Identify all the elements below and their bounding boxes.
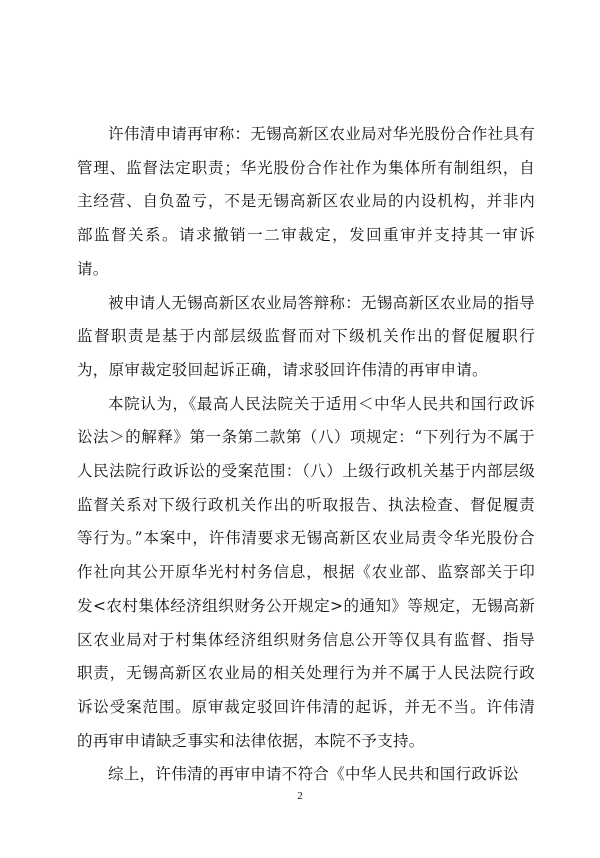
paragraph-conclusion: 综上，许伟清的再审申请不符合《中华人民共和国行政诉讼: [108, 765, 519, 784]
document-body: [77, 118, 535, 792]
paragraph-court-opinion: 本院认为，《最高人民法院关于适用＜中华人民共和国行政诉讼法＞的解释》第一条第二款第（八）项规定：“下列行为不属于人民法院行政诉讼的受案范围：（八）上级行政机关基于内部层级监督关系对下级行政机关作出的听取报告、执法检查、督促履责等行为。”本案中，许伟清要求无锡高新区农业局责令华光股份合作社向其公开原华光村村务信息，根据《农业部、监察部关于印发<农村集体经济组织财务公开规定>的通知》等规定，无锡高新区农业局对于村集体经济组织财务信息公开等仅具有监督、指导职责，无锡高新区农业局的相关处理行为并不属于人民法院行政诉讼受案范围。原审裁定驳回许伟清的起诉，并无不当。许伟清的再审申请缺乏事实和法律依据，本院不予支持。: [77, 394, 535, 750]
paragraph-respondent-reply: 被申请人无锡高新区农业局答辩称：无锡高新区农业局的指导监督职责是基于内部层级监督而对下级机关作出的督促履职行为，原审裁定驳回起诉正确，请求驳回许伟清的再审申请。: [77, 293, 535, 379]
page-number: 2: [297, 790, 303, 802]
paragraph-applicant-claim: 许伟清申请再审称：无锡高新区农业局对华光股份合作社具有管理、监督法定职责；华光股份合作社作为集体所有制组织，自主经营、自负盈亏，不是无锡高新区农业局的内设机构，并非内部监督关系。请求撤销一二审裁定，发回重审并支持其一审诉请。: [77, 125, 535, 278]
